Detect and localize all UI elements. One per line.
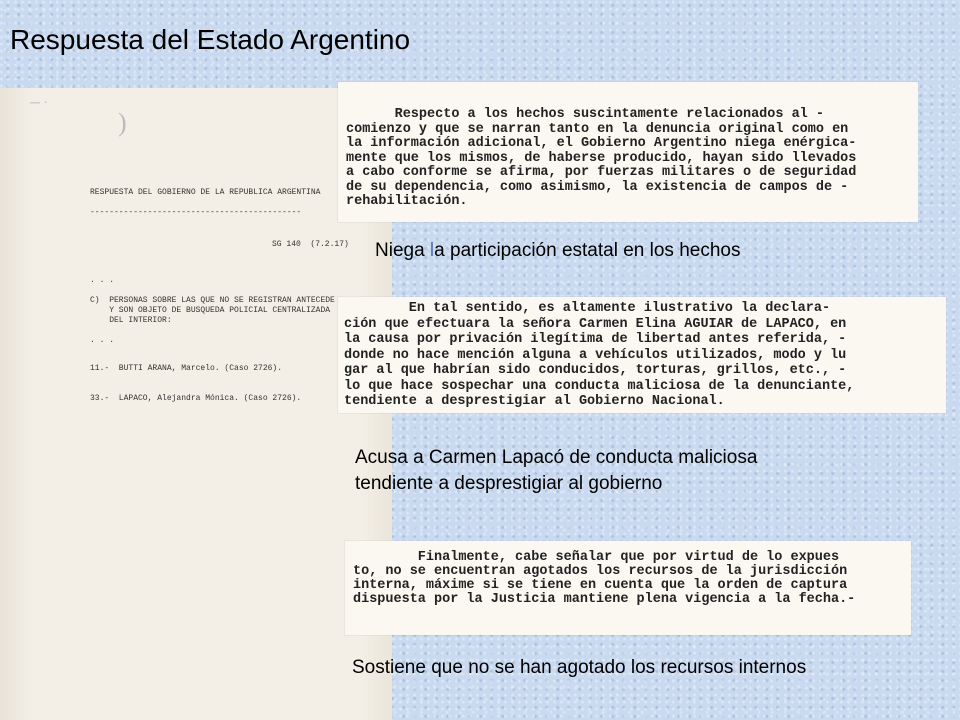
slide-title: Respuesta del Estado Argentino xyxy=(10,24,411,55)
document-item: 11.- BUTTI ARANA, Marcelo. (Caso 2726). xyxy=(90,364,283,373)
caption-line: Acusa a Carmen Lapacó de conducta maliciosa xyxy=(355,447,758,468)
document-heading: RESPUESTA DEL GOBIERNO DE LA REPUBLICA ARGENTINA xyxy=(90,188,321,197)
caption-line: tendiente a desprestigiar al gobierno xyxy=(355,473,663,494)
document-section-c: C) PERSONAS SOBRE LAS QUE NO SE REGISTRAN ANTECEDE Y SON OBJETO DE BUSQUEDA POLICIAL CENTRALIZADA DEL INTERIOR: xyxy=(90,296,335,325)
document-item: 33.- LAPACO, Alejandra Mónica. (Caso 2726). xyxy=(90,394,302,403)
document-rule: -------------------------------------------- xyxy=(90,208,302,217)
caption-text: a participación estatal en los hechos xyxy=(434,240,741,261)
paper-mark: ─ · xyxy=(30,96,49,111)
paper-mark: ) xyxy=(118,108,127,137)
caption-text: l xyxy=(429,240,435,261)
scanned-document xyxy=(0,88,392,720)
document-excerpt-2: En tal sentido, es altamente ilustrativo la declara- ción que efectuara la señora Carmen Elina AGUIAR de LAPACO, en la causa por privación ilegítima de libertad antes referida, - donde no hace mención alguna a vehículos utilizados, modo y lu gar al que habrían sido conducidos, torturas, grillos, etc., - lo que hace sospechar una conducta maliciosa de la denunciante, tendiente a desprestigiar al Gobierno Nacional. xyxy=(338,297,946,413)
document-excerpt-1: Respecto a los hechos suscintamente relacionados al - comienzo y que se narran tanto en la denuncia original como en la información adicional, el Gobierno Argentino niega enérgica- mente que los mismos, de haberse producido, hayan sido llevados a cabo conforme se afirma, por fuerzas militares o de seguridad de su dependencia, como asimismo, la existencia de campos de - rehabilitación. xyxy=(338,82,918,222)
document-ellipsis: . . . xyxy=(90,336,115,345)
caption-text: Niega xyxy=(375,240,430,261)
document-excerpt-3: Finalmente, cabe señalar que por virtud de lo expues to, no se encuentran agotados los recursos de la jurisdicción interna, máxime si se tiene en cuenta que la orden de captura dispuesta por la Justicia mantiene plena vigencia a la fecha.- xyxy=(345,541,911,635)
document-ellipsis: . . . xyxy=(90,276,115,285)
caption-denial xyxy=(375,240,740,262)
document-reference: SG 140 (7.2.17) xyxy=(272,240,349,249)
caption-remedies: Sostiene que no se han agotado los recursos internos xyxy=(352,657,807,678)
caption-accusation xyxy=(355,445,757,497)
